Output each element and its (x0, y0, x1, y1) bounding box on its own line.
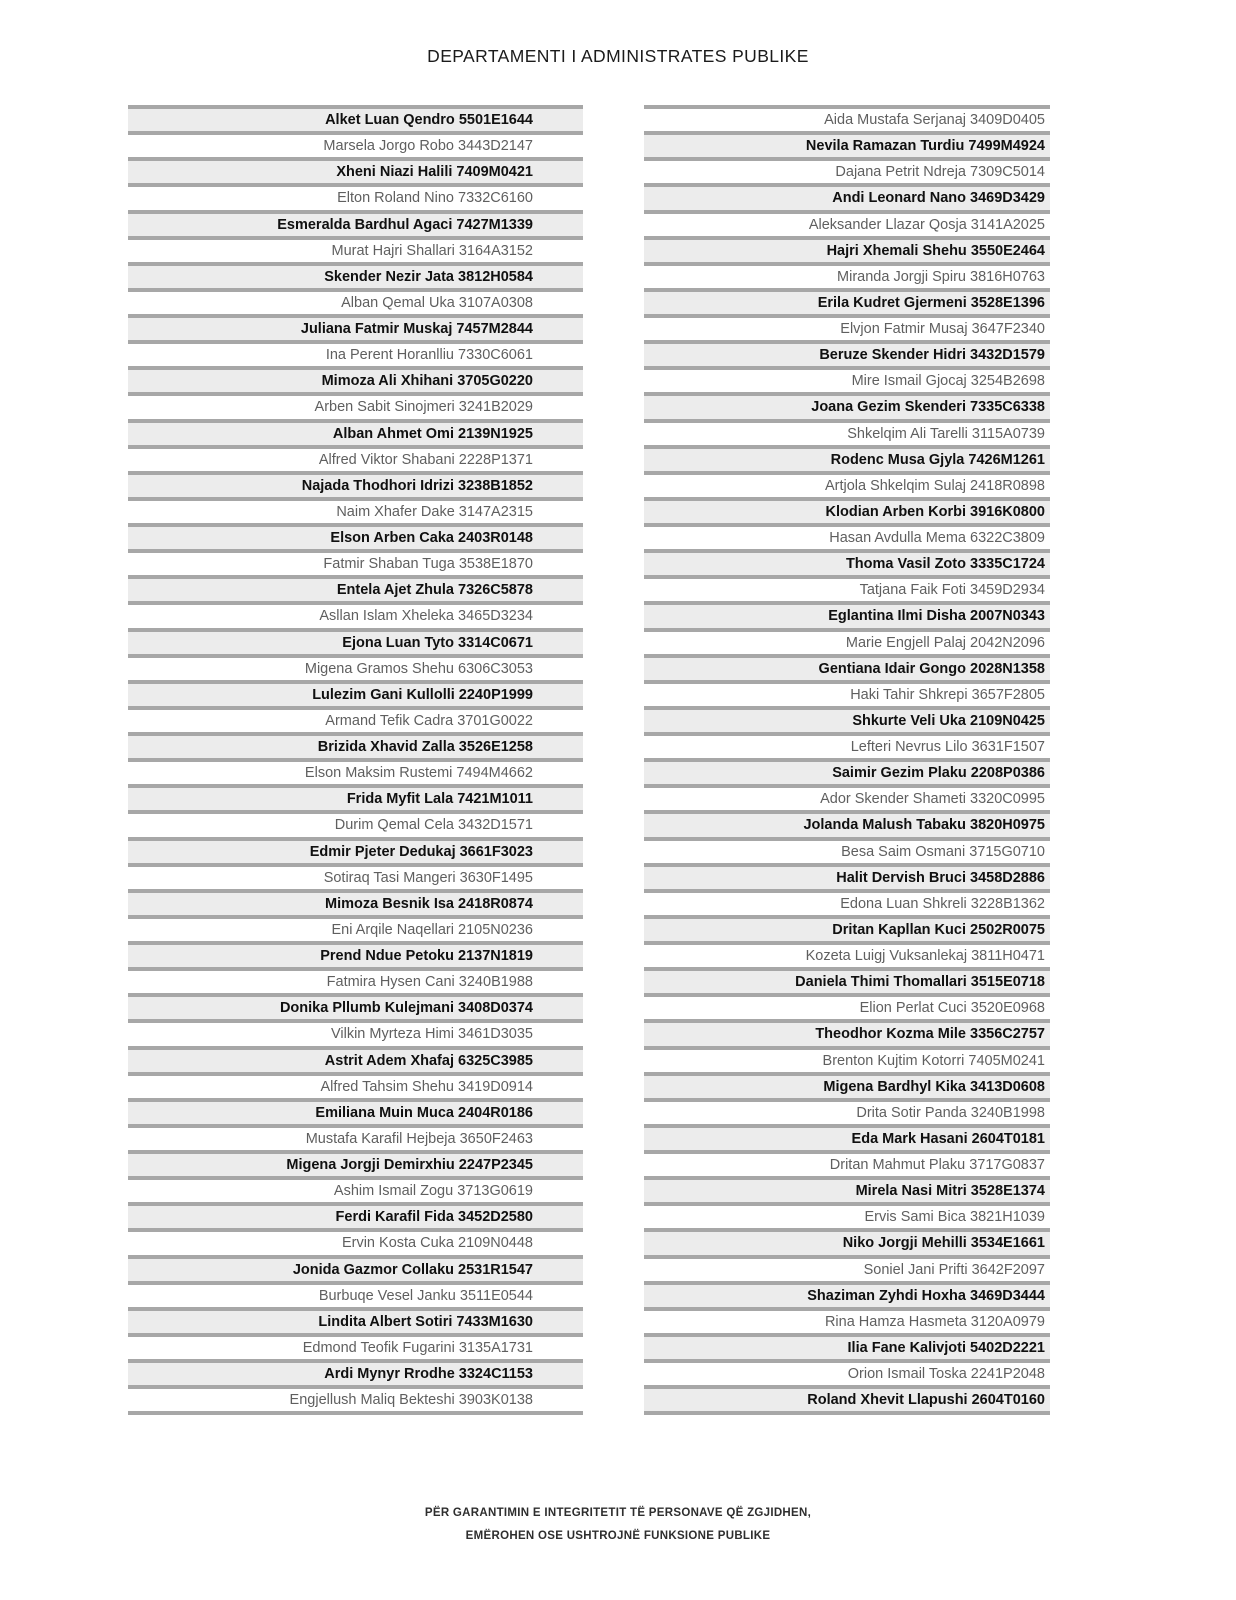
list-item: Jonida Gazmor Collaku 2531R1547 (128, 1255, 583, 1281)
list-item: Brizida Xhavid Zalla 3526E1258 (128, 732, 583, 758)
list-item: Ashim Ismail Zogu 3713G0619 (128, 1176, 583, 1202)
list-item: Ferdi Karafil Fida 3452D2580 (128, 1202, 583, 1228)
list-item: Migena Jorgji Demirxhiu 2247P2345 (128, 1150, 583, 1176)
list-item: Tatjana Faik Foti 3459D2934 (644, 575, 1050, 601)
list-item: Ervin Kosta Cuka 2109N0448 (128, 1228, 583, 1254)
list-item: Klodian Arben Korbi 3916K0800 (644, 497, 1050, 523)
list-item: Alket Luan Qendro 5501E1644 (128, 105, 583, 131)
list-item: Murat Hajri Shallari 3164A3152 (128, 236, 583, 262)
list-item: Ardi Mynyr Rrodhe 3324C1153 (128, 1359, 583, 1385)
list-item: Donika Pllumb Kulejmani 3408D0374 (128, 993, 583, 1019)
list-item: Brenton Kujtim Kotorri 7405M0241 (644, 1046, 1050, 1072)
list-item: Miranda Jorgji Spiru 3816H0763 (644, 262, 1050, 288)
list-item: Ador Skender Shameti 3320C0995 (644, 784, 1050, 810)
list-item: Alfred Viktor Shabani 2228P1371 (128, 445, 583, 471)
list-item: Elson Maksim Rustemi 7494M4662 (128, 758, 583, 784)
list-item: Eda Mark Hasani 2604T0181 (644, 1124, 1050, 1150)
list-item: Rina Hamza Hasmeta 3120A0979 (644, 1307, 1050, 1333)
list-item: Fatmira Hysen Cani 3240B1988 (128, 967, 583, 993)
list-item: Roland Xhevit Llapushi 2604T0160 (644, 1385, 1050, 1411)
list-item: Dajana Petrit Ndreja 7309C5014 (644, 157, 1050, 183)
list-item: Ina Perent Horanlliu 7330C6061 (128, 340, 583, 366)
list-item: Asllan Islam Xheleka 3465D3234 (128, 601, 583, 627)
list-item: Haki Tahir Shkrepi 3657F2805 (644, 680, 1050, 706)
list-item: Ejona Luan Tyto 3314C0671 (128, 628, 583, 654)
list-item: Vilkin Myrteza Himi 3461D3035 (128, 1019, 583, 1045)
list-item: Mimoza Ali Xhihani 3705G0220 (128, 366, 583, 392)
list-item: Jolanda Malush Tabaku 3820H0975 (644, 810, 1050, 836)
list-item: Daniela Thimi Thomallari 3515E0718 (644, 967, 1050, 993)
page-title: DEPARTAMENTI I ADMINISTRATES PUBLIKE (427, 46, 809, 66)
list-item: Shaziman Zyhdi Hoxha 3469D3444 (644, 1281, 1050, 1307)
list-item: Dritan Mahmut Plaku 3717G0837 (644, 1150, 1050, 1176)
list-item: Ervis Sami Bica 3821H1039 (644, 1202, 1050, 1228)
list-item: Marsela Jorgo Robo 3443D2147 (128, 131, 583, 157)
list-item: Lulezim Gani Kullolli 2240P1999 (128, 680, 583, 706)
list-item: Joana Gezim Skenderi 7335C6338 (644, 392, 1050, 418)
list-item: Arben Sabit Sinojmeri 3241B2029 (128, 392, 583, 418)
list-item: Artjola Shkelqim Sulaj 2418R0898 (644, 471, 1050, 497)
list-item: Edmond Teofik Fugarini 3135A1731 (128, 1333, 583, 1359)
list-item: Frida Myfit Lala 7421M1011 (128, 784, 583, 810)
footer-line-2: EMËROHEN OSE USHTROJNË FUNKSIONE PUBLIKE (465, 1530, 771, 1542)
list-item: Saimir Gezim Plaku 2208P0386 (644, 758, 1050, 784)
list-item: Soniel Jani Prifti 3642F2097 (644, 1255, 1050, 1281)
list-item: Elson Arben Caka 2403R0148 (128, 523, 583, 549)
page-footer (0, 1502, 1236, 1548)
list-item: Edmir Pjeter Dedukaj 3661F3023 (128, 837, 583, 863)
list-item: Thoma Vasil Zoto 3335C1724 (644, 549, 1050, 575)
list-item: Naim Xhafer Dake 3147A2315 (128, 497, 583, 523)
list-item: Marie Engjell Palaj 2042N2096 (644, 628, 1050, 654)
list-item: Armand Tefik Cadra 3701G0022 (128, 706, 583, 732)
list-item: Mimoza Besnik Isa 2418R0874 (128, 889, 583, 915)
name-list-left-column (128, 105, 583, 1415)
list-item: Rodenc Musa Gjyla 7426M1261 (644, 445, 1050, 471)
list-item: Prend Ndue Petoku 2137N1819 (128, 941, 583, 967)
list-item: Dritan Kapllan Kuci 2502R0075 (644, 915, 1050, 941)
list-item: Alban Ahmet Omi 2139N1925 (128, 419, 583, 445)
list-item: Gentiana Idair Gongo 2028N1358 (644, 654, 1050, 680)
list-item: Esmeralda Bardhul Agaci 7427M1339 (128, 210, 583, 236)
list-item: Migena Gramos Shehu 6306C3053 (128, 654, 583, 680)
list-item: Halit Dervish Bruci 3458D2886 (644, 863, 1050, 889)
list-item: Mire Ismail Gjocaj 3254B2698 (644, 366, 1050, 392)
list-item: Engjellush Maliq Bekteshi 3903K0138 (128, 1385, 583, 1411)
list-item: Elton Roland Nino 7332C6160 (128, 183, 583, 209)
list-item: Theodhor Kozma Mile 3356C2757 (644, 1019, 1050, 1045)
list-item: Entela Ajet Zhula 7326C5878 (128, 575, 583, 601)
list-item: Andi Leonard Nano 3469D3429 (644, 183, 1050, 209)
list-item: Shkelqim Ali Tarelli 3115A0739 (644, 419, 1050, 445)
list-item: Kozeta Luigj Vuksanlekaj 3811H0471 (644, 941, 1050, 967)
list-item: Niko Jorgji Mehilli 3534E1661 (644, 1228, 1050, 1254)
list-item: Mirela Nasi Mitri 3528E1374 (644, 1176, 1050, 1202)
list-item: Sotiraq Tasi Mangeri 3630F1495 (128, 863, 583, 889)
list-item: Alban Qemal Uka 3107A0308 (128, 288, 583, 314)
list-item: Lindita Albert Sotiri 7433M1630 (128, 1307, 583, 1333)
list-item: Najada Thodhori Idrizi 3238B1852 (128, 471, 583, 497)
list-item: Drita Sotir Panda 3240B1998 (644, 1098, 1050, 1124)
list-item: Elion Perlat Cuci 3520E0968 (644, 993, 1050, 1019)
list-item: Aida Mustafa Serjanaj 3409D0405 (644, 105, 1050, 131)
list-item: Beruze Skender Hidri 3432D1579 (644, 340, 1050, 366)
list-item: Nevila Ramazan Turdiu 7499M4924 (644, 131, 1050, 157)
list-item: Eglantina Ilmi Disha 2007N0343 (644, 601, 1050, 627)
list-item: Erila Kudret Gjermeni 3528E1396 (644, 288, 1050, 314)
list-item: Mustafa Karafil Hejbeja 3650F2463 (128, 1124, 583, 1150)
list-item: Skender Nezir Jata 3812H0584 (128, 262, 583, 288)
name-list-right-column (644, 105, 1050, 1415)
list-item: Lefteri Nevrus Lilo 3631F1507 (644, 732, 1050, 758)
list-item: Alfred Tahsim Shehu 3419D0914 (128, 1072, 583, 1098)
list-item: Fatmir Shaban Tuga 3538E1870 (128, 549, 583, 575)
list-item: Hasan Avdulla Mema 6322C3809 (644, 523, 1050, 549)
list-item: Besa Saim Osmani 3715G0710 (644, 837, 1050, 863)
list-item: Astrit Adem Xhafaj 6325C3985 (128, 1046, 583, 1072)
list-item: Migena Bardhyl Kika 3413D0608 (644, 1072, 1050, 1098)
list-item: Eni Arqile Naqellari 2105N0236 (128, 915, 583, 941)
list-item: Emiliana Muin Muca 2404R0186 (128, 1098, 583, 1124)
list-item: Xheni Niazi Halili 7409M0421 (128, 157, 583, 183)
list-item: Elvjon Fatmir Musaj 3647F2340 (644, 314, 1050, 340)
list-item: Aleksander Llazar Qosja 3141A2025 (644, 210, 1050, 236)
footer-line-1: PËR GARANTIMIN E INTEGRITETIT TË PERSONAVE QË ZGJIDHEN, (424, 1507, 812, 1519)
list-item: Juliana Fatmir Muskaj 7457M2844 (128, 314, 583, 340)
list-item: Edona Luan Shkreli 3228B1362 (644, 889, 1050, 915)
list-item: Shkurte Veli Uka 2109N0425 (644, 706, 1050, 732)
list-item: Durim Qemal Cela 3432D1571 (128, 810, 583, 836)
list-item: Burbuqe Vesel Janku 3511E0544 (128, 1281, 583, 1307)
list-item: Ilia Fane Kalivjoti 5402D2221 (644, 1333, 1050, 1359)
list-item: Hajri Xhemali Shehu 3550E2464 (644, 236, 1050, 262)
list-item: Orion Ismail Toska 2241P2048 (644, 1359, 1050, 1385)
